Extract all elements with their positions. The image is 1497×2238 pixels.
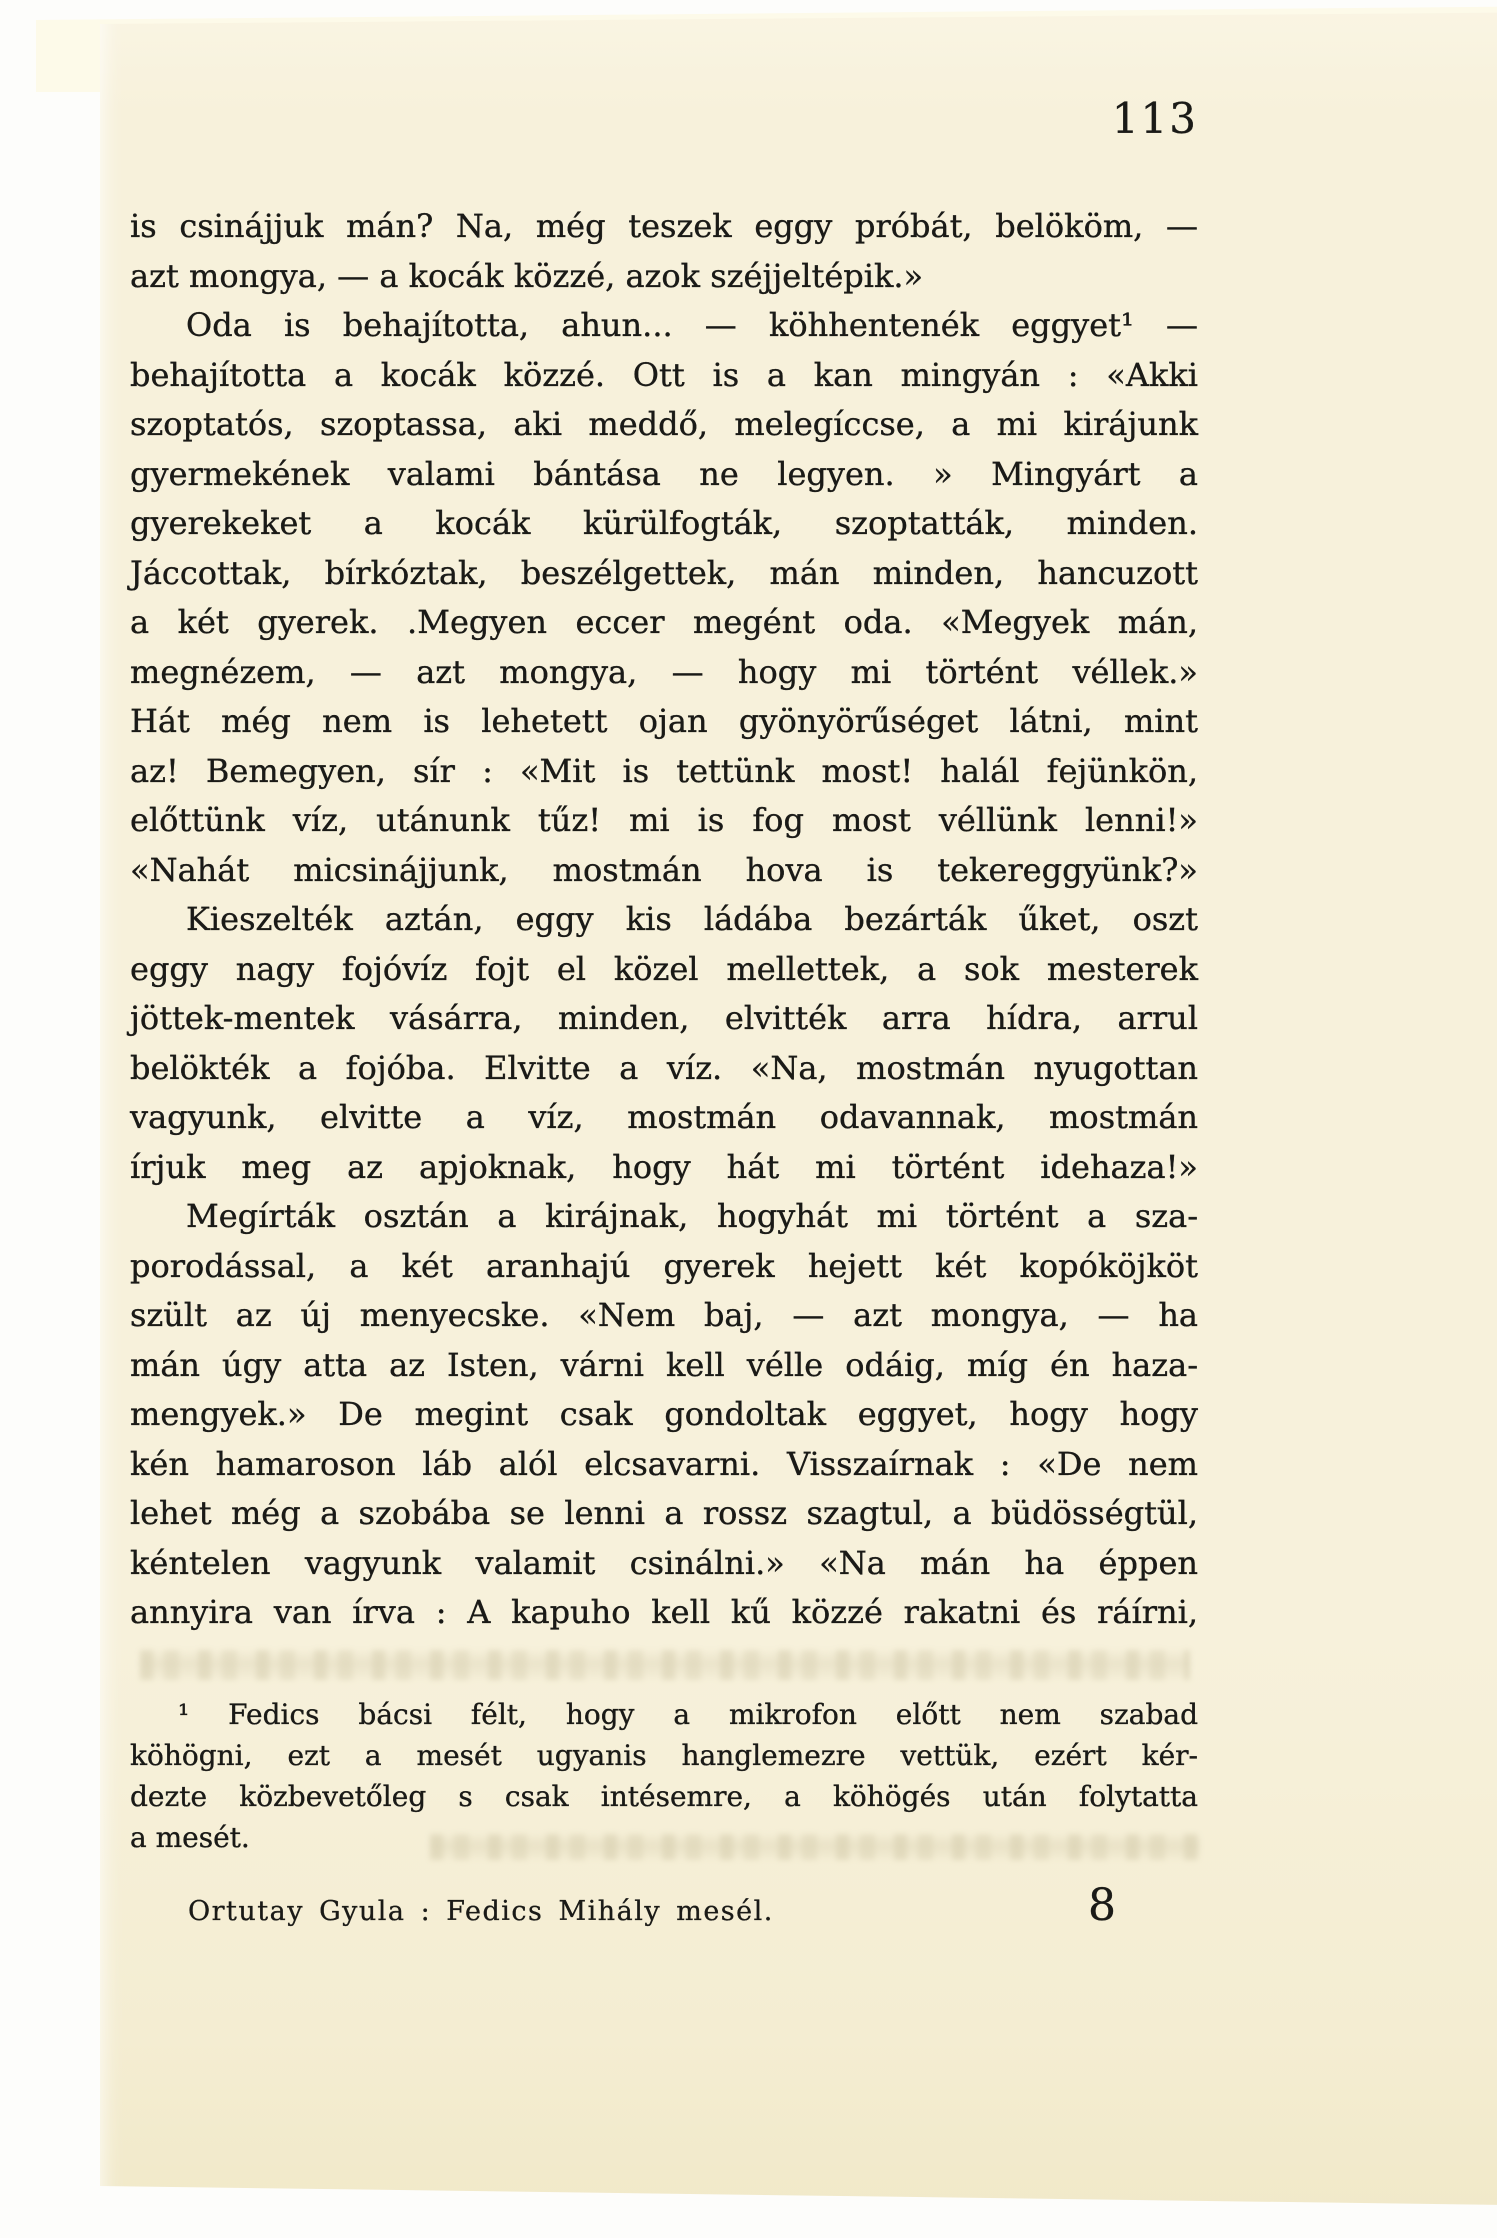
text-line: lehet még a szobába se lenni a rossz szagtul, a büdösségtül, xyxy=(130,1494,1198,1532)
text-line: kéntelen vagyunk valamit csinálni.» «Na mán ha éppen xyxy=(130,1543,1198,1582)
text-line: megnézem, — azt mongya, — hogy mi történt véllek.» xyxy=(130,652,1198,691)
text-line: a mesét. xyxy=(130,1821,250,1854)
text-line: is csinájjuk mán? Na, még teszek eggy próbát, belököm, — xyxy=(130,207,1198,245)
text-line: annyira van írva : A kapuho kell kű közzé rakatni és ráírni, xyxy=(130,1593,1198,1631)
text-line: jöttek-mentek vásárra, minden, elvitték arra hídra, arrul xyxy=(130,999,1198,1037)
text-line: gyerekeket a kocák kürülfogták, szoptatták, minden. xyxy=(130,504,1198,542)
text-line: vagyunk, elvitte a víz, mostmán odavannak, mostmán xyxy=(130,1098,1198,1136)
page-number: 113 xyxy=(1111,94,1198,143)
footnote-block xyxy=(130,1694,1198,1858)
text-line: behajította a kocák közzé. Ott is a kan mingyán : «Akki xyxy=(130,355,1198,394)
text-line: kén hamaroson láb alól elcsavarni. Visszaírnak : «De nem xyxy=(130,1444,1198,1483)
text-line: írjuk meg az apjoknak, hogy hát mi történt idehaza!» xyxy=(130,1147,1198,1186)
text-line: az! Bemegyen, sír : «Mit is tettünk most! halál fejünkön, xyxy=(130,751,1198,790)
text-line: belökték a fojóba. Elvitte a víz. «Na, mostmán nyugottan xyxy=(130,1048,1198,1087)
text-line: azt mongya, — a kocák közzé, azok széjjeltépik.» xyxy=(130,256,924,295)
text-line: eggy nagy fojóvíz fojt el közel mellettek, a sok mesterek xyxy=(130,949,1198,988)
text-line: szoptatós, szoptassa, aki meddő, melegíccse, a mi kirájunk xyxy=(130,405,1198,443)
printers-sheet-number: 8 xyxy=(1088,1880,1116,1931)
text-line: a két gyerek. .Megyen eccer megént oda. «Megyek mán, xyxy=(130,603,1198,641)
text-line: Megírták osztán a kirájnak, hogyhát mi történt a sza- xyxy=(186,1197,1198,1235)
text-line: köhögni, ezt a mesét ugyanis hanglemezre vettük, ezért kér- xyxy=(130,1739,1198,1772)
text-line: ¹ Fedics bácsi félt, hogy a mikrofon előtt nem szabad xyxy=(178,1698,1198,1731)
text-line: Kieszelték aztán, eggy kis ládába bezárták űket, oszt xyxy=(186,900,1198,938)
text-line: porodással, a két aranhajú gyerek hejett két kopóköjköt xyxy=(130,1246,1198,1285)
text-line: szült az új menyecske. «Nem baj, — azt mongya, — ha xyxy=(130,1296,1198,1334)
text-line: mengyek.» De megint csak gondoltak eggyet, hogy hogy xyxy=(130,1395,1198,1433)
text-line: dezte közbevetőleg s csak intésemre, a köhögés után folytatta xyxy=(130,1780,1198,1813)
text-line: Jáccottak, bírkóztak, beszélgettek, mán minden, hancuzott xyxy=(130,553,1198,592)
text-line: «Nahát micsinájjunk, mostmán hova is tekereggyünk?» xyxy=(130,850,1198,889)
text-line: gyermekének valami bántása ne legyen. » Mingyárt a xyxy=(130,454,1198,493)
main-text-block xyxy=(130,202,1198,1638)
text-line: előttünk víz, utánunk tűz! mi is fog most véllünk lenni!» xyxy=(130,801,1198,839)
text-line: Oda is behajította, ahun... — köhhentenék eggyet¹ — xyxy=(186,306,1198,344)
text-line: Hát még nem is lehetett ojan gyönyörűséget látni, mint xyxy=(130,702,1198,740)
text-line: mán úgy atta az Isten, várni kell vélle odáig, míg én haza- xyxy=(130,1345,1198,1384)
book-signature-line: Ortutay Gyula : Fedics Mihály mesél. xyxy=(188,1896,774,1927)
